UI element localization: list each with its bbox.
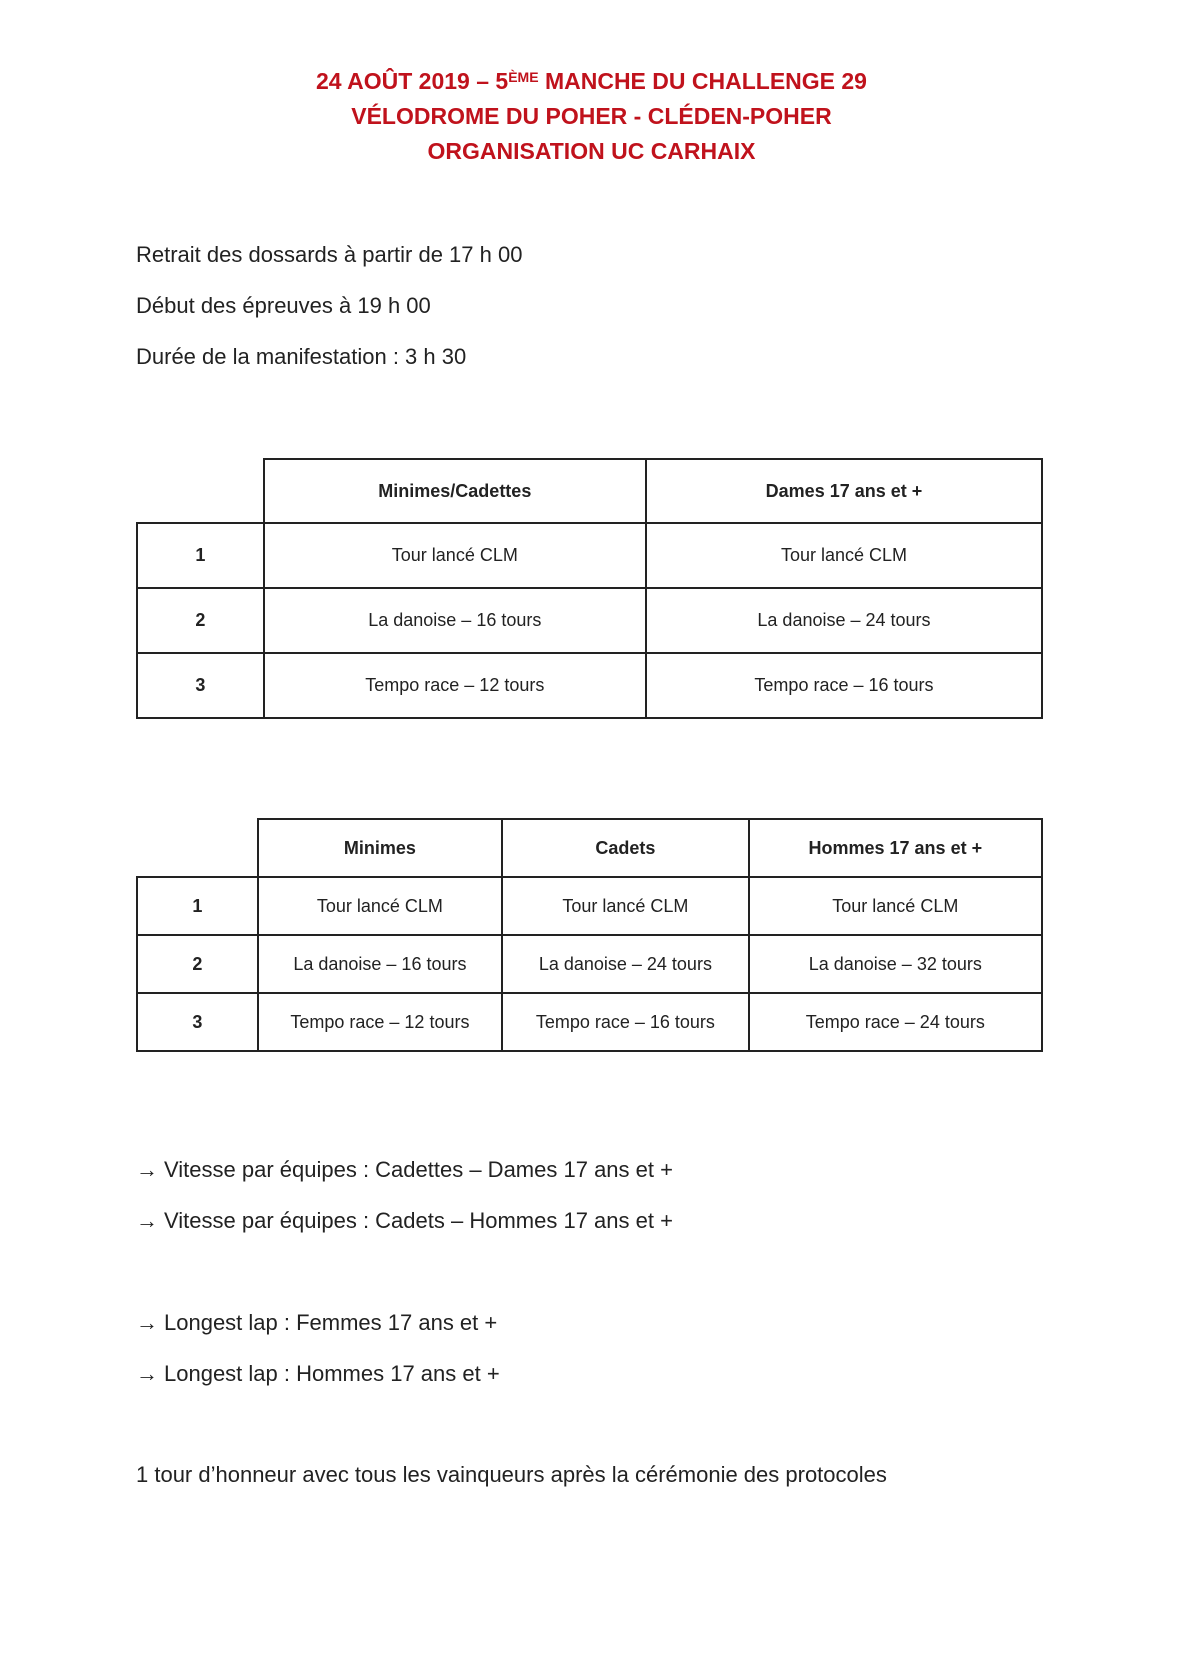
- table-row: [137, 935, 1042, 993]
- table-cell: Tempo race – 24 tours: [749, 993, 1042, 1051]
- table-cell: La danoise – 24 tours: [646, 588, 1042, 653]
- team-sprint-men-text: Vitesse par équipes : Cadets – Hommes 17 ans et +: [164, 1208, 673, 1233]
- honor-lap-note: 1 tour d’honneur avec tous les vainqueurs après la cérémonie des protocoles: [136, 1462, 887, 1487]
- table-cell: La danoise – 16 tours: [258, 935, 502, 993]
- team-sprint-men: [136, 1208, 673, 1234]
- table-row: [137, 653, 1042, 718]
- table-cell: Tour lancé CLM: [646, 523, 1042, 588]
- arrow-right-icon: →: [136, 1157, 158, 1182]
- header-challenge-text: MANCHE DU CHALLENGE 29: [538, 68, 867, 94]
- info-start-time: Début des épreuves à 19 h 00: [136, 293, 431, 318]
- table-header-row: [137, 819, 1042, 877]
- header-date-line: [0, 64, 1183, 99]
- team-sprint-women: [136, 1157, 673, 1183]
- column-header: Cadets: [502, 819, 748, 877]
- arrow-right-icon: →: [136, 1208, 158, 1233]
- program-table-women: [136, 458, 1043, 719]
- table-cell: Tempo race – 12 tours: [264, 653, 646, 718]
- longest-lap-men: [136, 1361, 500, 1387]
- column-header: Dames 17 ans et +: [646, 459, 1042, 523]
- table-corner-cell: [137, 459, 264, 523]
- document-header: [0, 64, 1183, 169]
- longest-lap-women-text: Longest lap : Femmes 17 ans et +: [164, 1310, 498, 1335]
- table-row: [137, 523, 1042, 588]
- table-row: [137, 588, 1042, 653]
- column-header: Minimes/Cadettes: [264, 459, 646, 523]
- info-duration: Durée de la manifestation : 3 h 30: [136, 344, 467, 369]
- longest-lap-women: [136, 1310, 497, 1336]
- table-cell: Tour lancé CLM: [264, 523, 646, 588]
- column-header: Hommes 17 ans et +: [749, 819, 1042, 877]
- table-cell: Tempo race – 16 tours: [502, 993, 748, 1051]
- header-date-text: 24 AOÛT 2019 – 5: [316, 68, 509, 94]
- table-header-row: [137, 459, 1042, 523]
- table-corner-cell: [137, 819, 258, 877]
- row-number: 3: [137, 993, 258, 1051]
- arrow-right-icon: →: [136, 1310, 158, 1335]
- table-row: [137, 877, 1042, 935]
- info-bib-pickup: Retrait des dossards à partir de 17 h 00: [136, 242, 523, 267]
- row-number: 3: [137, 653, 264, 718]
- table-row: [137, 993, 1042, 1051]
- row-number: 1: [137, 877, 258, 935]
- row-number: 2: [137, 935, 258, 993]
- column-header: Minimes: [258, 819, 502, 877]
- arrow-right-icon: →: [136, 1361, 158, 1386]
- table-cell: Tour lancé CLM: [749, 877, 1042, 935]
- program-table-men: [136, 818, 1043, 1052]
- table-cell: Tempo race – 16 tours: [646, 653, 1042, 718]
- table-cell: Tempo race – 12 tours: [258, 993, 502, 1051]
- header-venue: VÉLODROME DU POHER - CLÉDEN-POHER: [351, 103, 832, 129]
- row-number: 2: [137, 588, 264, 653]
- table-cell: Tour lancé CLM: [258, 877, 502, 935]
- table-cell: La danoise – 24 tours: [502, 935, 748, 993]
- longest-lap-men-text: Longest lap : Hommes 17 ans et +: [164, 1361, 500, 1386]
- row-number: 1: [137, 523, 264, 588]
- team-sprint-women-text: Vitesse par équipes : Cadettes – Dames 17 ans et +: [164, 1157, 673, 1182]
- table-cell: La danoise – 32 tours: [749, 935, 1042, 993]
- table-cell: Tour lancé CLM: [502, 877, 748, 935]
- header-organizer: ORGANISATION UC CARHAIX: [427, 138, 756, 164]
- header-ordinal-suffix: ÈME: [508, 69, 539, 85]
- table-cell: La danoise – 16 tours: [264, 588, 646, 653]
